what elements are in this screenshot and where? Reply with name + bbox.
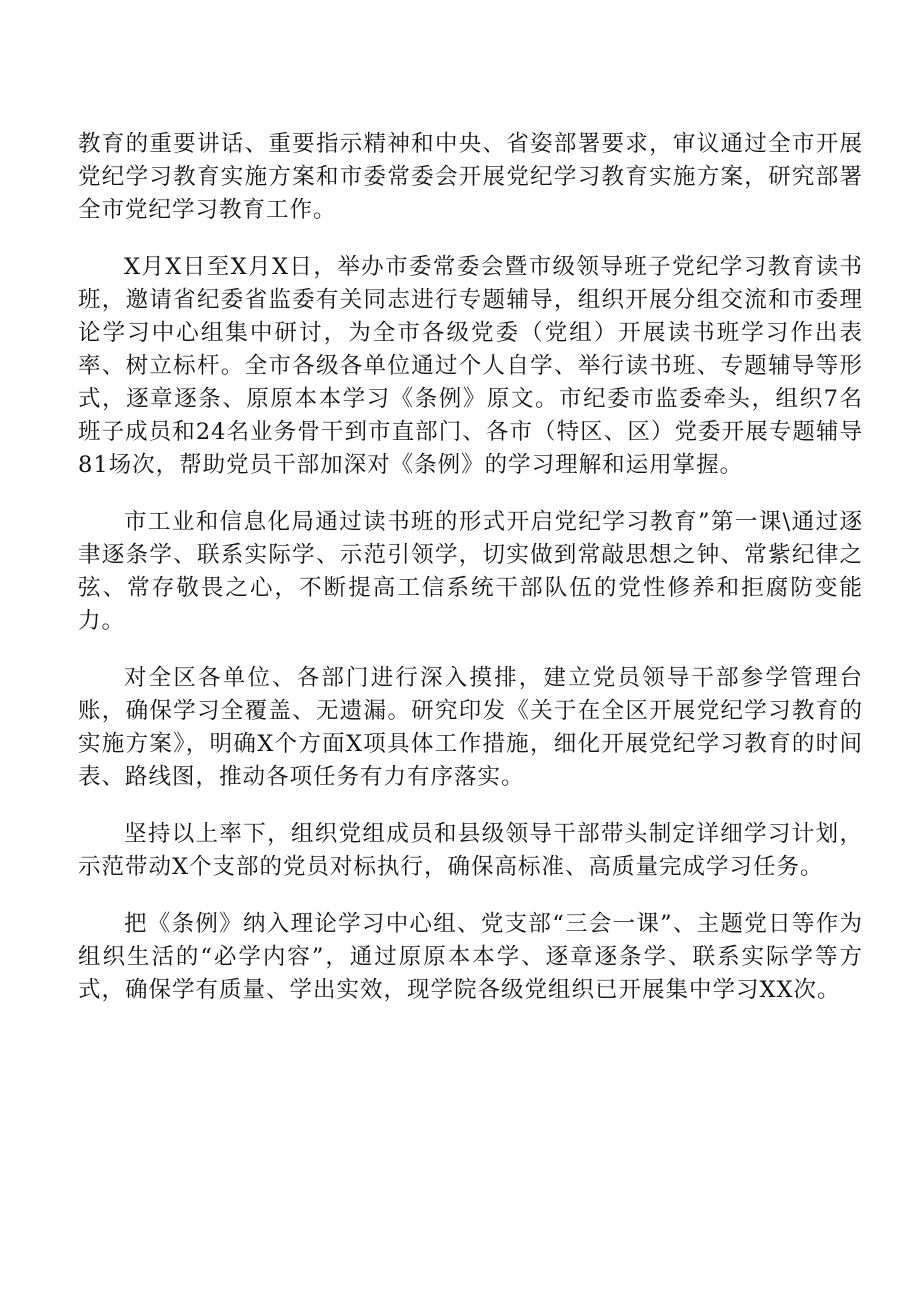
- paragraph-6: 把《条例》纳入理论学习中心组、党支部“三会一课”、主题党日等作为组织生活的“必学内容”，通过原原本本学、逐章逐条学、联系实际学等方式，确保学有质量、学出实效，现学院各级党组织已开展集中学习XX次。: [78, 911, 863, 1003]
- document-page: [78, 128, 863, 1007]
- paragraph-4: 对全区各单位、各部门进行深入摸排，建立党员领导干部参学管理台账，确保学习全覆盖、无遗漏。研究印发《关于在全区开展党纪学习教育的实施方案》，明确X个方面X项具体工作措施，细化开展党纪学习教育的时间表、路线图，推动各项任务有力有序落实。: [78, 665, 863, 790]
- paragraph-5: 坚持以上率下，组织党组成员和县级领导干部带头制定详细学习计划，示范带动X个支部的党员对标执行，确保高标准、高质量完成学习任务。: [78, 821, 863, 880]
- paragraph-2: X月X日至X月X日，举办市委常委会暨市级领导班子党纪学习教育读书班，邀请省纪委省监委有关同志进行专题辅导，组织开展分组交流和市委理论学习中心组集中研讨，为全市各级党委（党组）开展读书班学习作出表率、树立标杆。全市各级各单位通过个人自学、举行读书班、专题辅导等形式，逐章逐条、原原本本学习《条例》原文。市纪委市监委牵头，组织7名班子成员和24名业务骨干到市直部门、各市（特区、区）党委开展专题辅导81场次，帮助党员干部加深对《条例》的学习理解和运用掌握。: [78, 254, 863, 478]
- paragraph-1: 教育的重要讲话、重要指示精神和中央、省姿部署要求，审议通过全市开展党纪学习教育实施方案和市委常委会开展党纪学习教育实施方案，研究部署全市党纪学习教育工作。: [78, 131, 863, 223]
- paragraph-3: 市工业和信息化局通过读书班的形式开启党纪学习教育”第一课\通过逐聿逐条学、联系实际学、示范引领学，切实做到常敲思想之钟、常紫纪律之弦、常存敬畏之心，不断提高工信系统干部队伍的党性修养和拒腐防变能力。: [78, 509, 863, 634]
